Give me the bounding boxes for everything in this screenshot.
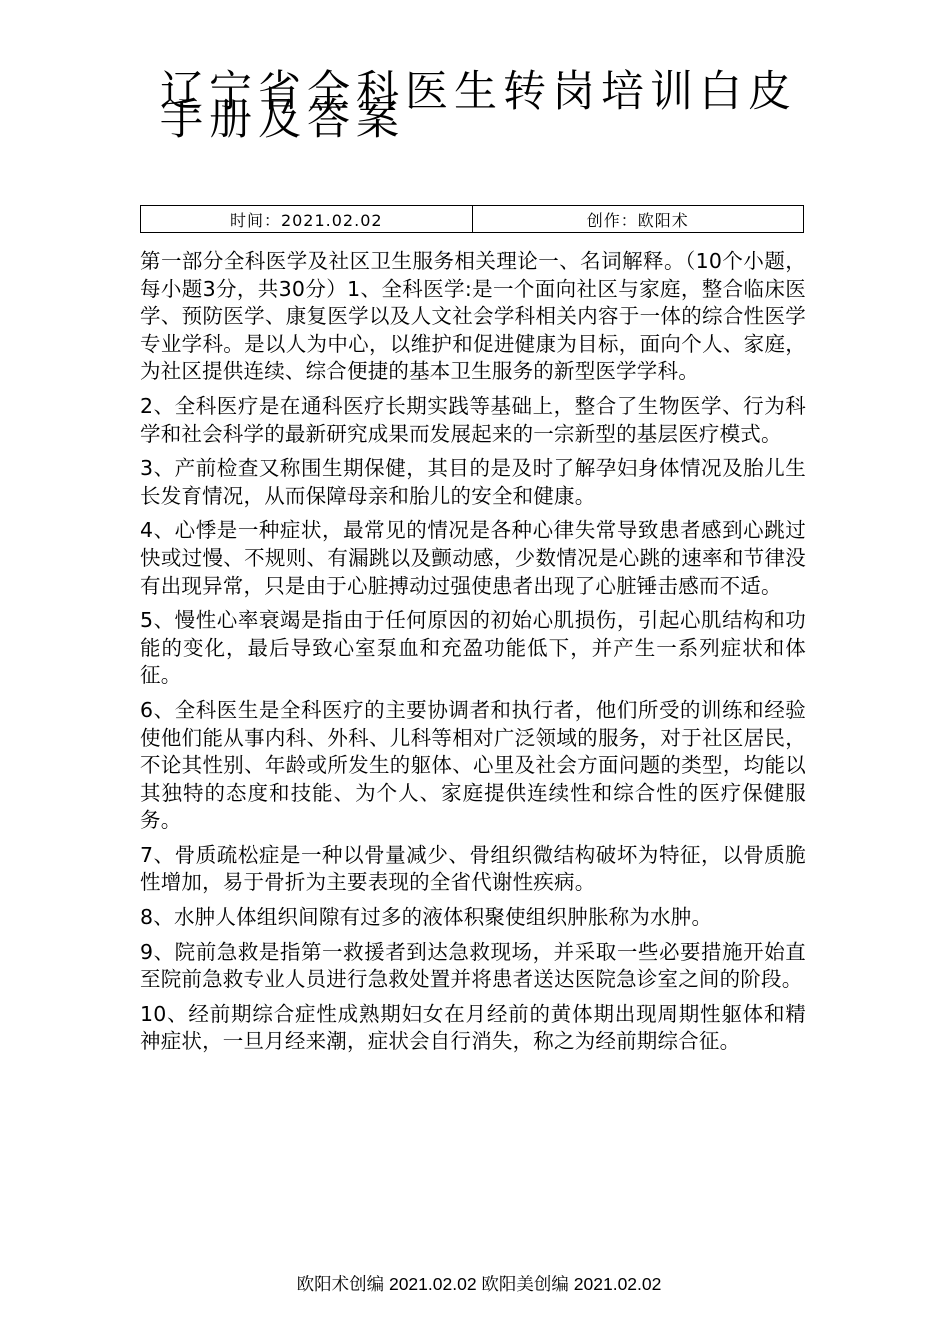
meta-author: 创作：欧阳术 bbox=[472, 206, 804, 233]
document-title: 辽宁省全科医生转岗培训白皮手册及答案 bbox=[160, 67, 797, 145]
paragraph-2: 2、全科医疗是在通科医疗长期实践等基础上，整合了生物医学、行为科学和社会科学的最新研究成果而发展起来的一宗新型的基层医疗模式。 bbox=[140, 393, 806, 446]
paragraph-6: 6、全科医生是全科医疗的主要协调者和执行者，他们所受的训练和经验使他们能从事内科、外科、儿科等相对广泛领域的服务，对于社区居民，不论其性别、年龄或所发生的躯体、心里及社会方面问题的类型，均能以其独特的态度和技能、为个人、家庭提供连续性和综合性的医疗保健服务。 bbox=[140, 697, 806, 833]
paragraph-5: 5、慢性心率衰竭是指由于任何原因的初始心肌损伤，引起心肌结构和功能的变化，最后导致心室泵血和充盈功能低下，并产生一系列症状和体征。 bbox=[140, 608, 806, 688]
paragraph-1: 第一部分全科医学及社区卫生服务相关理论一、名词解释。（10个小题，每小题3分，共30分）1、全科医学:是一个面向社区与家庭，整合临床医学、预防医学、康复医学以及人文社会学科相关内容于一体的综合性医学专业学科。是以人为中心，以维护和促进健康为目标，面向个人、家庭，为社区提供连续、综合便捷的基本卫生服务的新型医学学科。 bbox=[140, 249, 806, 384]
meta-row bbox=[141, 206, 804, 233]
page-footer: 欧阳术创编 2021.02.02 欧阳美创编 2021.02.02 bbox=[296, 1274, 662, 1294]
paragraph-8: 8、水肿人体组织间隙有过多的液体积聚使组织肿胀称为水肿。 bbox=[140, 905, 713, 930]
paragraph-7: 7、骨质疏松症是一种以骨量减少、骨组织微结构破坏为特征，以骨质脆性增加，易于骨折为主要表现的全省代谢性疾病。 bbox=[140, 842, 806, 895]
paragraph-4: 4、心悸是一种症状，最常见的情况是各种心律失常导致患者感到心跳过快或过慢、不规则、有漏跳以及颤动感，少数情况是心跳的速率和节律没有出现异常，只是由于心脏搏动过强使患者出现了心脏锤击感而不适。 bbox=[140, 518, 806, 598]
meta-time: 时间：2021.02.02 bbox=[141, 206, 473, 233]
paragraph-9: 9、院前急救是指第一救援者到达急救现场，并采取一些必要措施开始直至院前急救专业人员进行急救处置并将患者送达医院急诊室之间的阶段。 bbox=[140, 939, 806, 992]
document-body bbox=[140, 248, 806, 1063]
paragraph-10: 10、经前期综合症性成熟期妇女在月经前的黄体期出现周期性躯体和精神症状，一旦月经来潮，症状会自行消失，称之为经前期综合征。 bbox=[140, 1001, 806, 1054]
meta-table bbox=[140, 205, 804, 233]
paragraph-3: 3、产前检查又称围生期保健，其目的是及时了解孕妇身体情况及胎儿生长发育情况，从而保障母亲和胎儿的安全和健康。 bbox=[140, 456, 806, 508]
